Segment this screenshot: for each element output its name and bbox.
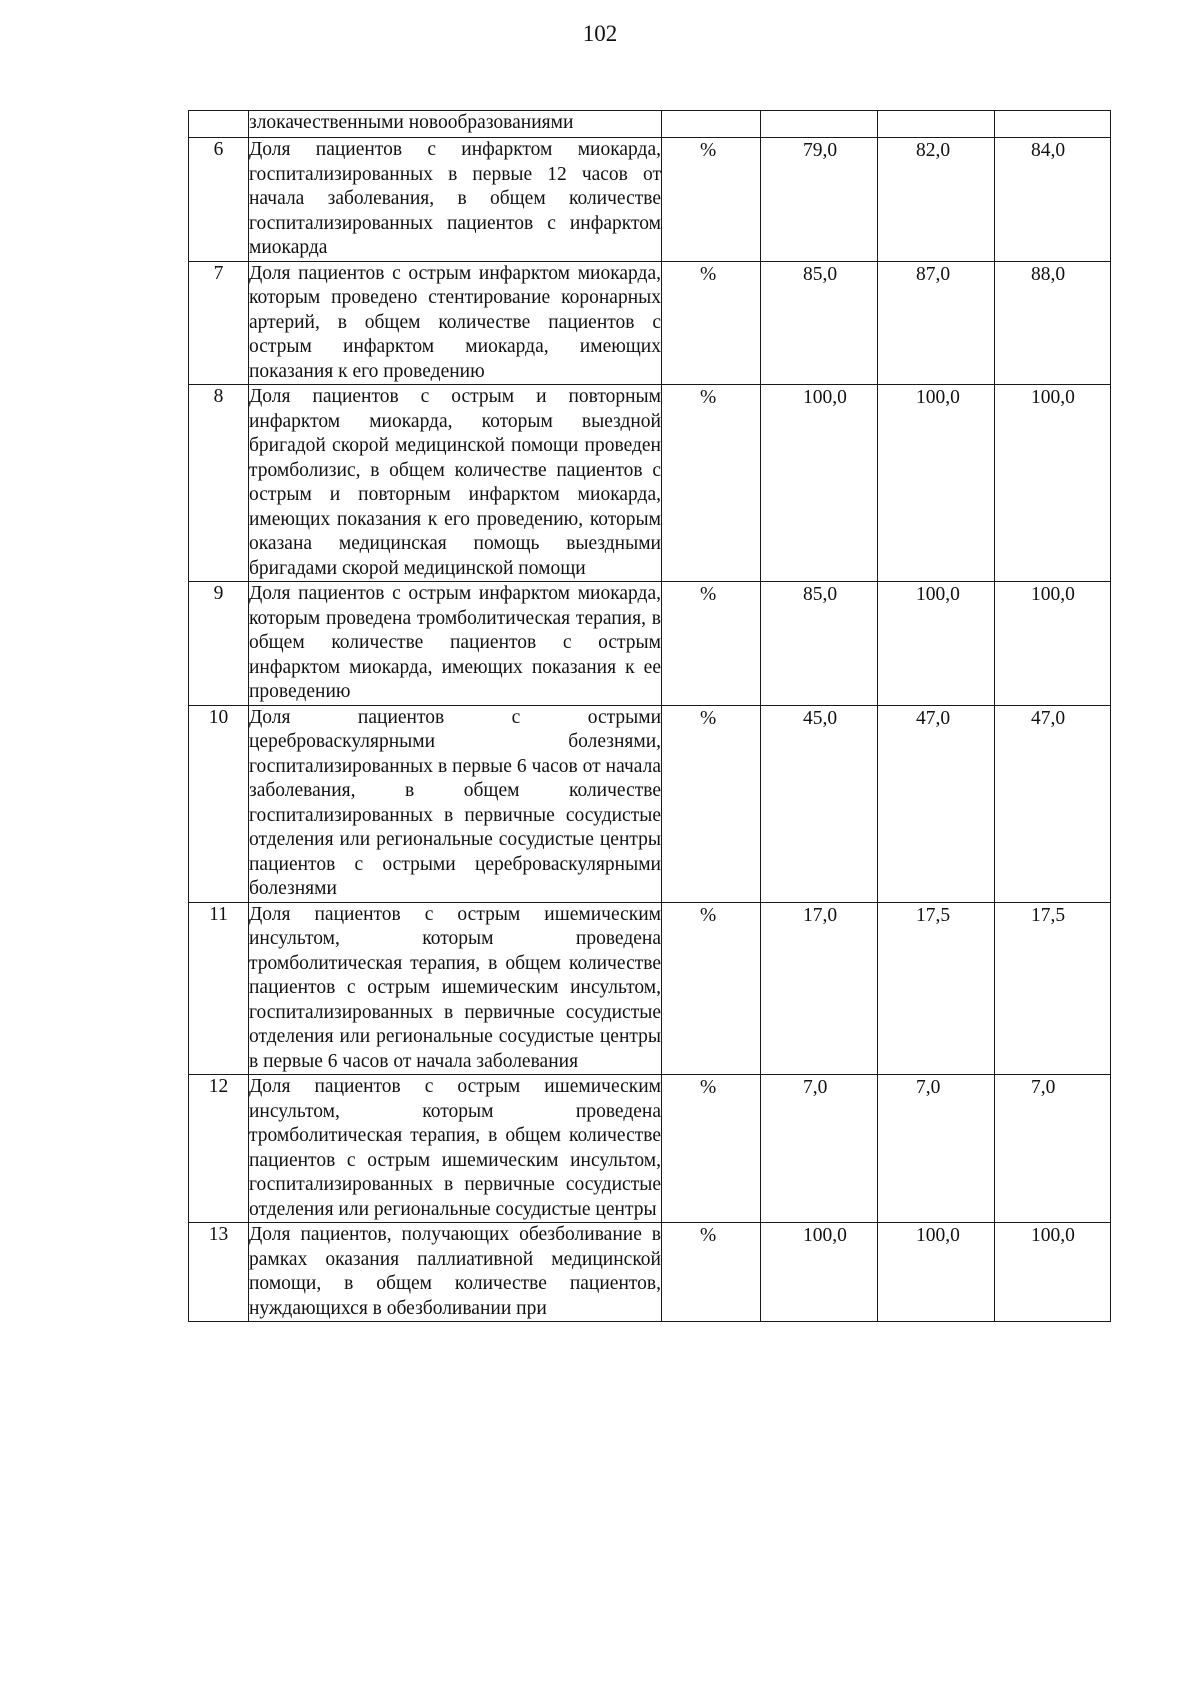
cell-unit: % [662, 138, 761, 262]
cell-value-1: 79,0 [761, 138, 878, 262]
cell-unit: % [662, 261, 761, 385]
cell-name: Доля пациентов с острым инфарктом миокарда, которым проведена тромболитическая терапия, в общем количестве пациентов с острым инфарктом миокарда, имеющих показания к ее проведению [249, 582, 662, 706]
cell-value-1 [761, 111, 878, 138]
cell-name: Доля пациентов с острым инфарктом миокарда, которым проведено стентирование коронарных артерий, в общем количестве пациентов с острым инфарктом миокарда, имеющих показания к его проведению [249, 261, 662, 385]
table-row [189, 1075, 1111, 1223]
table-row [189, 902, 1111, 1075]
cell-value-2: 87,0 [878, 261, 995, 385]
cell-unit [662, 111, 761, 138]
cell-name: злокачественными новообразованиями [249, 111, 662, 138]
cell-num: 6 [189, 138, 249, 262]
cell-value-2: 100,0 [878, 582, 995, 706]
cell-num: 10 [189, 705, 249, 902]
table-row [189, 582, 1111, 706]
cell-num [189, 111, 249, 138]
cell-value-1: 85,0 [761, 582, 878, 706]
cell-value-2: 7,0 [878, 1075, 995, 1223]
cell-value-1: 7,0 [761, 1075, 878, 1223]
cell-value-2: 100,0 [878, 1223, 995, 1322]
cell-value-3: 88,0 [995, 261, 1111, 385]
cell-value-1: 85,0 [761, 261, 878, 385]
cell-num: 9 [189, 582, 249, 706]
table-row [189, 1223, 1111, 1322]
cell-value-2: 100,0 [878, 385, 995, 582]
cell-name: Доля пациентов, получающих обезболивание в рамках оказания паллиативной медицинской помощи, в общем количестве пациентов, нуждающихся в обезболивании при [249, 1223, 662, 1322]
cell-unit: % [662, 705, 761, 902]
cell-value-3: 17,5 [995, 902, 1111, 1075]
page-number: 102 [582, 21, 618, 46]
cell-unit: % [662, 582, 761, 706]
cell-value-3: 7,0 [995, 1075, 1111, 1223]
table-row [189, 138, 1111, 262]
cell-value-3: 47,0 [995, 705, 1111, 902]
cell-value-3: 100,0 [995, 1223, 1111, 1322]
cell-num: 11 [189, 902, 249, 1075]
cell-value-3: 100,0 [995, 385, 1111, 582]
cell-name: Доля пациентов с острыми цереброваскулярными болезнями, госпитализированных в первые 6 часов от начала заболевания, в общем количестве госпитализированных в первичные сосудистые отделения или региональные сосудистые центры пациентов с острыми цереброваскулярными болезнями [249, 705, 662, 902]
cell-value-2: 82,0 [878, 138, 995, 262]
table-row [189, 385, 1111, 582]
cell-name: Доля пациентов с острым и повторным инфарктом миокарда, которым выездной бригадой скорой медицинской помощи проведен тромболизис, в общем количестве пациентов с острым и повторным инфарктом миокарда, имеющих показания к его проведению, которым оказана медицинская помощь выездными бригадами скорой медицинской помощи [249, 385, 662, 582]
cell-value-3 [995, 111, 1111, 138]
cell-value-3: 100,0 [995, 582, 1111, 706]
cell-unit: % [662, 1223, 761, 1322]
cell-num: 12 [189, 1075, 249, 1223]
cell-name: Доля пациентов с инфарктом миокарда, госпитализированных в первые 12 часов от начала заболевания, в общем количестве госпитализированных пациентов с инфарктом миокарда [249, 138, 662, 262]
cell-unit: % [662, 1075, 761, 1223]
cell-num: 13 [189, 1223, 249, 1322]
cell-value-2: 17,5 [878, 902, 995, 1075]
table-row [189, 705, 1111, 902]
cell-value-1: 100,0 [761, 385, 878, 582]
indicators-table [188, 110, 1111, 1322]
cell-name: Доля пациентов с острым ишемическим инсультом, которым проведена тромболитическая терапия, в общем количестве пациентов с острым ишемическим инсультом, госпитализированных в первичные сосудистые отделения или региональные сосудистые центры [249, 1075, 662, 1223]
cell-value-1: 45,0 [761, 705, 878, 902]
cell-value-2: 47,0 [878, 705, 995, 902]
cell-value-1: 100,0 [761, 1223, 878, 1322]
cell-num: 7 [189, 261, 249, 385]
cell-value-2 [878, 111, 995, 138]
table-row [189, 261, 1111, 385]
table-row-continuation [189, 111, 1111, 138]
cell-num: 8 [189, 385, 249, 582]
cell-value-1: 17,0 [761, 902, 878, 1075]
cell-unit: % [662, 902, 761, 1075]
cell-unit: % [662, 385, 761, 582]
cell-value-3: 84,0 [995, 138, 1111, 262]
cell-name: Доля пациентов с острым ишемическим инсультом, которым проведена тромболитическая терапия, в общем количестве пациентов с острым ишемическим инсультом, госпитализированных в первичные сосудистые отделения или региональные сосудистые центры в первые 6 часов от начала заболевания [249, 902, 662, 1075]
